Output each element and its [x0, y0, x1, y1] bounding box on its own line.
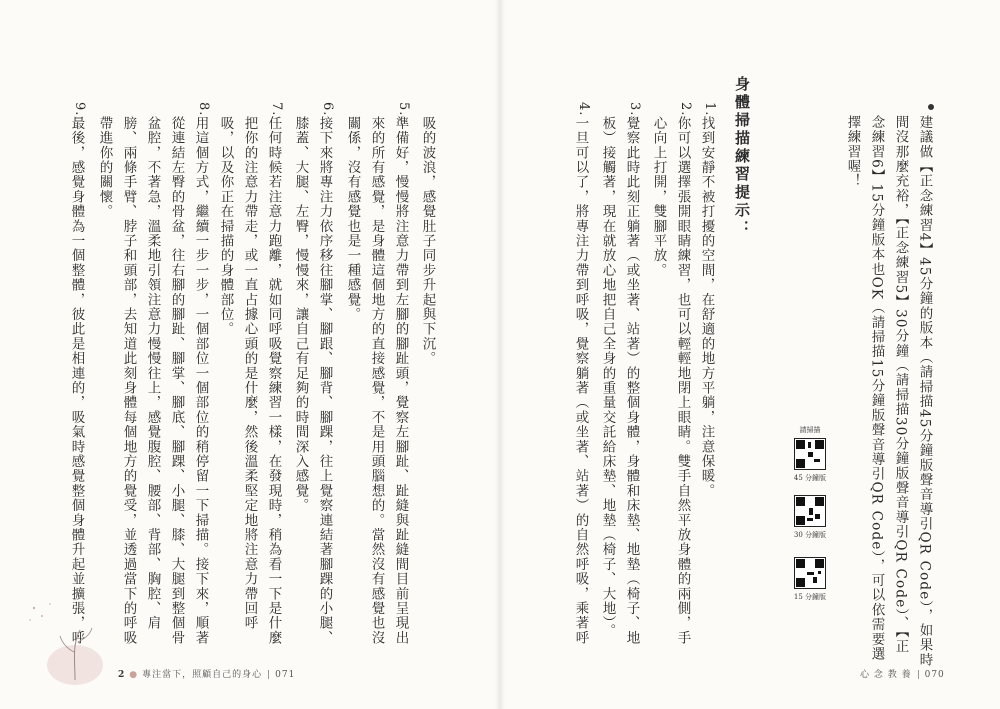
bullet-line: 建議做【正念練習4】45分鐘的版本（請掃描45分鐘版聲音導引QR Code），如果時 — [916, 115, 933, 668]
item-line: 一旦可以了，將專注力帶到呼吸，覺察躺著（或坐著、站著）的自然呼吸，乘著呼 — [572, 116, 589, 646]
item-line: 帶進你的關懷。 — [96, 116, 113, 219]
footer-divider — [268, 670, 269, 679]
book-title: 心 念 教 養 — [860, 670, 912, 680]
item-line: 找到安靜不被打擾的空間，在舒適的地方平躺，注意保暖。 — [698, 116, 715, 499]
item-line: 把你的注意力帶走，或一直占據心頭的是什麼，然後溫柔堅定地將注意力帶回呼 — [241, 116, 258, 631]
book-gutter — [495, 0, 505, 709]
bullet-line: 念練習6】15分鐘版本也OK（請掃描15分鐘版聲音導引QR Code），可以依需要選 — [868, 115, 885, 662]
item-line: 覺察此時此刻正躺著（或坐著、站著）的整個身體，身體和床墊、地墊（椅子、地 — [623, 116, 640, 646]
qr-code-15[interactable] — [794, 557, 826, 589]
item-number: 1. — [702, 102, 717, 117]
item-line: 盆腔，不著急，溫柔地引領注意力慢慢往上，感覺腹腔、腰部、背部、胸腔、肩 — [144, 116, 161, 631]
item-line: 用這個方式，繼續一步一步，一個部位一個部位的稍停留一下掃描。接下來，順著 — [192, 116, 209, 646]
item-line: 接下來將專注力依序移往腳掌、腳跟、腳背、腳踝，往上覺察連結著腳踝的小腿、 — [316, 116, 333, 646]
item-line: 吸的波浪，感覺肚子同步升起與下沉。 — [419, 116, 436, 366]
chapter-dot-icon: ● — [129, 670, 139, 680]
item-line: 你可以選擇張開眼睛練習，也可以輕輕地閉上眼睛。雙手自然平放身體的兩側，手 — [674, 116, 691, 646]
item-line: 膝蓋、大腿、左臀，慢慢來，讓自己有足夠的時間深入感覺。 — [292, 116, 309, 513]
item-number: 8. — [196, 102, 211, 117]
qr-label-15: 15 分鐘版 — [793, 593, 827, 601]
item-line: 來的所有感覺，是身體這個地方的直接感覺，不是用頭腦想的。當然沒有感覺也沒 — [368, 116, 385, 646]
qr-group — [790, 425, 830, 483]
right-footer — [860, 667, 945, 680]
item-line: 板）接觸著，現在就放心地把自己全身的重量交託給床墊、地墊（椅子、大地）。 — [599, 116, 616, 639]
bullet-line: 間沒那麼充裕，【正念練習5】30分鐘（請掃描30分鐘版聲音導引QR Code）、【正 — [892, 115, 909, 654]
qr-label-30: 30 分鐘版 — [793, 531, 827, 539]
qr-group — [790, 557, 830, 602]
item-line: 最後，感覺身體為一個整體，彼此是相連的，吸氣時感覺整個身體升起並擴張，呼 — [68, 116, 85, 646]
item-number: 9. — [72, 102, 87, 117]
bullet-line: 擇練習喔！ — [844, 115, 861, 189]
page-number: 070 — [924, 670, 945, 680]
item-line: 關係，沒有感覺也是一種感覺。 — [344, 116, 361, 322]
item-number: 2. — [678, 102, 693, 117]
page-number: 071 — [275, 670, 296, 680]
item-line: 心向上打開，雙腳平放。 — [650, 116, 667, 278]
section-heading: 身體掃描練習提示： — [733, 76, 751, 238]
scan-label: 請掃描 — [799, 426, 821, 434]
chapter-number: 2 — [118, 670, 126, 680]
item-line: 吸，以及你正在掃描的身體部位。 — [217, 116, 234, 337]
chapter-title: 專注當下，照顧自己的身心 — [142, 670, 263, 680]
item-line: 準備好，慢慢將注意力帶到左腳的腳趾頭，覺察左腳趾、趾縫與趾縫間目前呈現出 — [392, 116, 409, 646]
qr-label-45: 45 分鐘版 — [793, 474, 827, 482]
item-number: 5. — [396, 102, 411, 117]
item-number: 6. — [320, 102, 335, 117]
item-line: 任何時候若注意力跑離，就如同呼吸覺察練習一樣，在發現時，稍為看一下是什麼 — [265, 116, 282, 646]
item-number: 3. — [627, 102, 642, 117]
item-line: 膀、兩條手臂、脖子和頭部，去知道此刻身體每個地方的覺受，並透過當下的呼吸 — [120, 116, 137, 646]
qr-code-30[interactable] — [794, 495, 826, 527]
item-line: 從連結左臀的骨盆，往右腳的腳趾、腳掌、腳底、腳踝、小腿、膝、大腿到整個骨 — [168, 116, 185, 646]
qr-group — [790, 495, 830, 540]
left-footer — [118, 667, 295, 680]
qr-code-45[interactable] — [794, 438, 826, 470]
plant-illustration — [20, 590, 110, 685]
item-number: 4. — [576, 102, 591, 117]
bullet-icon — [928, 104, 934, 110]
item-number: 7. — [269, 102, 284, 117]
footer-divider — [918, 670, 919, 679]
